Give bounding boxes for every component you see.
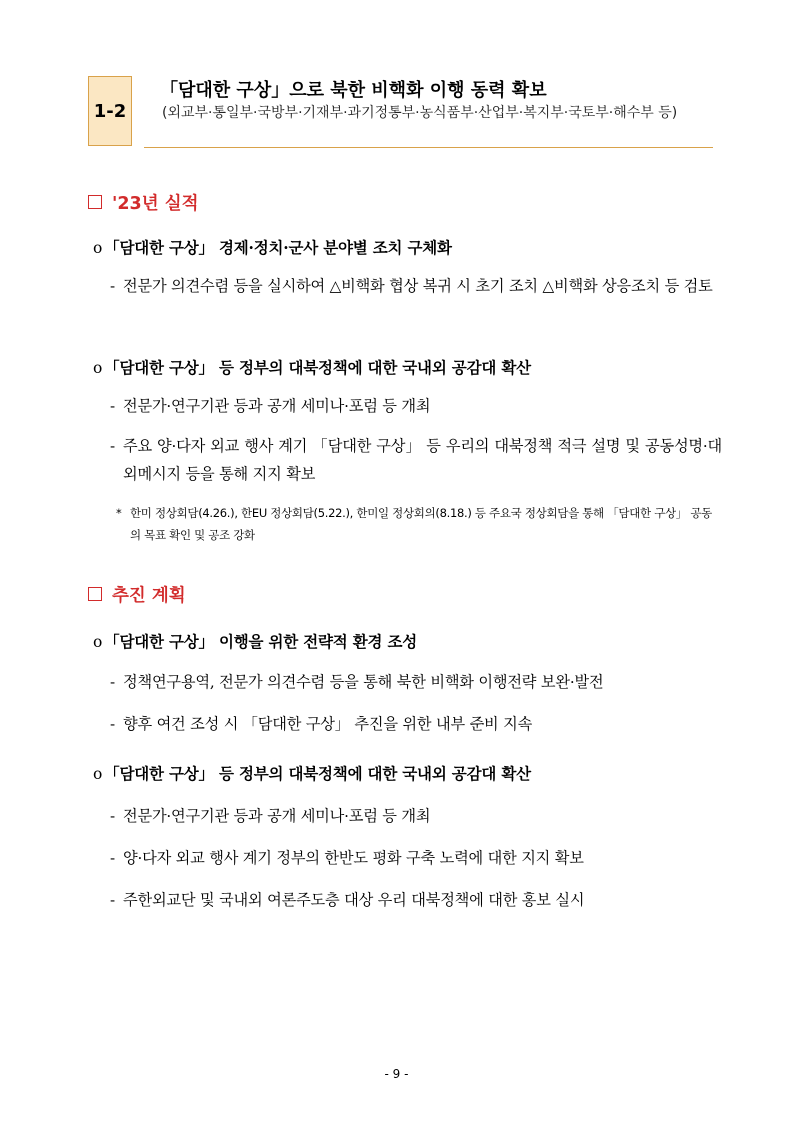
outline-item-heading: 「담대한 구상」 경제·정치·군사 분야별 조치 구체화	[104, 238, 452, 257]
footnote: * 한미 정상회담(4.26.), 한EU 정상회담(5.22.), 한미일 정상회의(8.18.) 등 주요국 정상회담을 통해 「담대한 구상」 공동의 목표 확인 및 공조 강화	[116, 502, 721, 546]
bullet-item: - 주요 양·다자 외교 행사 계기 「담대한 구상」 등 우리의 대북정책 적극 설명 및 공동성명·대외메시지 등을 통해 지지 확보	[110, 432, 722, 488]
header-underline	[144, 147, 713, 148]
section-heading-text: '23년 실적	[112, 194, 199, 214]
page-number: - 9 -	[384, 1067, 409, 1081]
outline-item: o 「담대한 구상」 등 정부의 대북정책에 대한 국내외 공감대 확산	[93, 358, 531, 377]
bullet-text: 향후 여건 조성 시 「담대한 구상」 추진을 위한 내부 준비 지속	[123, 715, 533, 733]
bullet-text: 전문가·연구기관 등과 공개 세미나·포럼 등 개최	[123, 807, 431, 825]
bullet-text: 주한외교단 및 국내외 여론주도층 대상 우리 대북정책에 대한 홍보 실시	[123, 891, 585, 909]
outline-item: o 「담대한 구상」 등 정부의 대북정책에 대한 국내외 공감대 확산	[93, 764, 531, 783]
footnote-text: 한미 정상회담(4.26.), 한EU 정상회담(5.22.), 한미일 정상회의(8.18.) 등 주요국 정상회담을 통해 「담대한 구상」 공동의 목표 확인 및 공조 강화	[130, 506, 712, 542]
bullet-text: 주요 양·다자 외교 행사 계기 「담대한 구상」 등 우리의 대북정책 적극 설명 및 공동성명·대외메시지 등을 통해 지지 확보	[123, 437, 722, 483]
bullet-item: - 전문가·연구기관 등과 공개 세미나·포럼 등 개최	[110, 392, 722, 420]
bullet-item: - 향후 여건 조성 시 「담대한 구상」 추진을 위한 내부 준비 지속	[110, 710, 722, 738]
section-header	[88, 76, 713, 148]
responsible-ministries: (외교부·통일부·국방부·기재부·과기정통부·농식품부·산업부·복지부·국토부·해수부 등)	[162, 105, 678, 121]
section-heading-plan	[88, 582, 186, 607]
checkbox-square-icon	[88, 195, 102, 209]
section-number-badge: 1-2	[88, 76, 132, 146]
section-title: 「담대한 구상」으로 북한 비핵화 이행 동력 확보	[160, 80, 547, 101]
bullet-text: 전문가 의견수렴 등을 실시하여 △비핵화 협상 복귀 시 초기 조치 △비핵화 상응조치 등 검토	[123, 277, 713, 295]
bullet-text: 전문가·연구기관 등과 공개 세미나·포럼 등 개최	[123, 397, 431, 415]
bullet-item: - 양·다자 외교 행사 계기 정부의 한반도 평화 구축 노력에 대한 지지 확보	[110, 844, 722, 872]
bullet-item: - 주한외교단 및 국내외 여론주도층 대상 우리 대북정책에 대한 홍보 실시	[110, 886, 722, 914]
outline-item: o 「담대한 구상」 경제·정치·군사 분야별 조치 구체화	[93, 238, 452, 257]
bullet-item: - 전문가 의견수렴 등을 실시하여 △비핵화 협상 복귀 시 초기 조치 △비핵화 상응조치 등 검토	[110, 272, 722, 300]
section-heading-text: 추진 계획	[112, 586, 186, 606]
bullet-item: - 전문가·연구기관 등과 공개 세미나·포럼 등 개최	[110, 802, 722, 830]
outline-item-heading: 「담대한 구상」 등 정부의 대북정책에 대한 국내외 공감대 확산	[104, 764, 531, 783]
bullet-text: 양·다자 외교 행사 계기 정부의 한반도 평화 구축 노력에 대한 지지 확보	[123, 849, 584, 867]
section-heading-results	[88, 190, 199, 215]
bullet-item: - 정책연구용역, 전문가 의견수렴 등을 통해 북한 비핵화 이행전략 보완·발전	[110, 668, 722, 696]
bullet-text: 정책연구용역, 전문가 의견수렴 등을 통해 북한 비핵화 이행전략 보완·발전	[123, 673, 604, 691]
outline-item-heading: 「담대한 구상」 이행을 위한 전략적 환경 조성	[104, 632, 418, 651]
checkbox-square-icon	[88, 587, 102, 601]
outline-item-heading: 「담대한 구상」 등 정부의 대북정책에 대한 국내외 공감대 확산	[104, 358, 531, 377]
outline-item: o 「담대한 구상」 이행을 위한 전략적 환경 조성	[93, 632, 418, 651]
